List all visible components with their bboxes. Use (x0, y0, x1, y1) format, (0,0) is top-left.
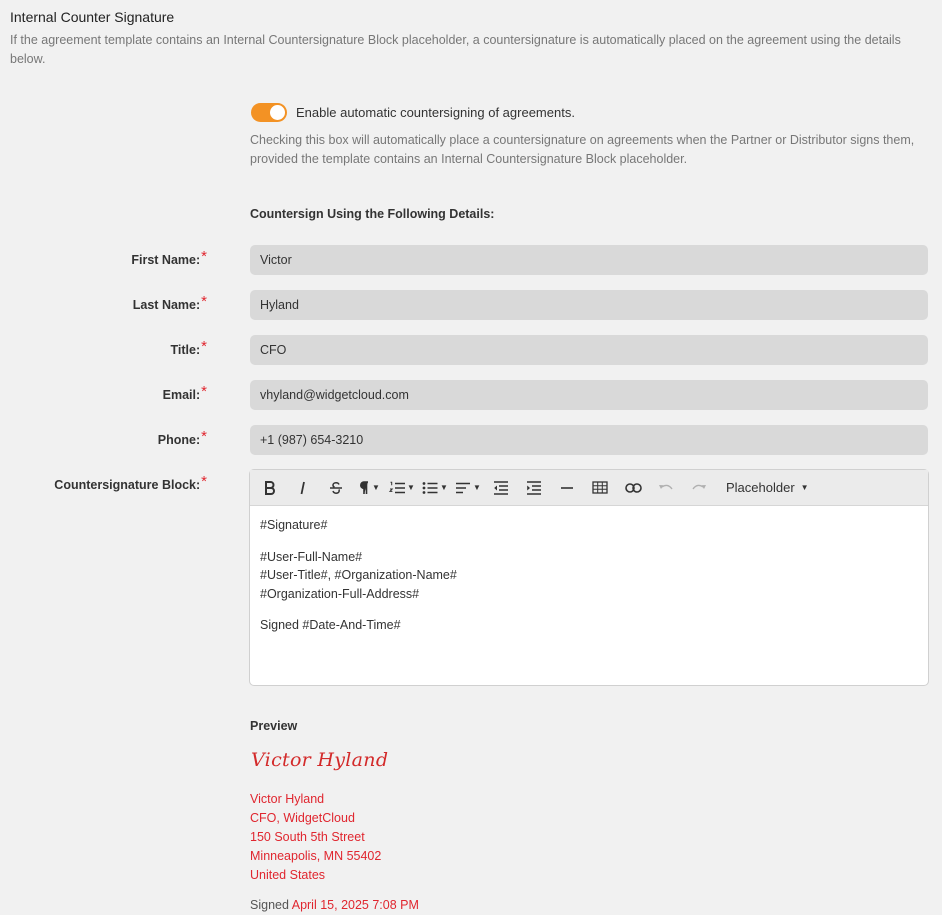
required-mark: * (201, 248, 207, 265)
phone-label-text: Phone: (157, 433, 201, 447)
bold-button[interactable] (256, 475, 284, 501)
email-input[interactable] (250, 380, 928, 410)
first-name-input[interactable] (250, 245, 928, 275)
countersignature-block-label-text: Countersignature Block: (54, 478, 201, 492)
editor-line-signed: Signed #Date-And-Time# (260, 618, 401, 632)
countersignature-editor (249, 469, 929, 686)
align-left-icon (455, 482, 471, 494)
auto-countersign-toggle[interactable] (251, 103, 287, 122)
insert-link-button[interactable] (619, 475, 647, 501)
signature-preview: Victor Hyland (251, 749, 389, 771)
horizontal-rule-button[interactable] (553, 475, 581, 501)
strikethrough-button[interactable] (322, 475, 350, 501)
redo-button[interactable] (685, 475, 713, 501)
first-name-label (0, 248, 207, 268)
unordered-list-button[interactable] (421, 475, 449, 501)
align-button[interactable] (454, 475, 482, 501)
italic-icon (298, 481, 308, 495)
phone-label (0, 428, 207, 448)
last-name-label (0, 293, 207, 313)
caret-down-icon: ▼ (407, 483, 415, 492)
insert-table-button[interactable] (586, 475, 614, 501)
editor-address-block (260, 548, 918, 604)
table-icon (592, 481, 608, 494)
preview-country: United States (250, 868, 326, 882)
paragraph-icon (358, 481, 370, 495)
toggle-knob (270, 105, 285, 120)
section-description: If the agreement template contains an Internal Countersignature Block placeholder, a countersignature is automatically placed on the agreement using the details below. (10, 33, 901, 66)
countersign-details-heading: Countersign Using the Following Details: (250, 207, 495, 221)
auto-countersign-help: Checking this box will automatically place a countersignature on agreements when the Partner or Distributor signs them, provided the template contains an Internal Countersignature Block placeholder. (250, 133, 915, 166)
unordered-list-icon (422, 481, 438, 495)
countersignature-block-label (0, 473, 207, 493)
outdent-button[interactable] (487, 475, 515, 501)
required-mark: * (201, 473, 207, 490)
horizontal-line-icon (560, 486, 574, 490)
ordered-list-icon (389, 481, 405, 495)
outdent-icon (493, 481, 509, 495)
placeholder-dropdown-label: Placeholder (726, 480, 795, 495)
preview-signed (250, 896, 419, 915)
undo-icon (658, 483, 674, 493)
strikethrough-icon (329, 481, 343, 495)
preview-name: Victor Hyland (250, 792, 325, 806)
redo-icon (691, 483, 707, 493)
title-input[interactable] (250, 335, 928, 365)
phone-input[interactable] (250, 425, 928, 455)
caret-down-icon: ▼ (800, 483, 809, 492)
placeholder-dropdown[interactable] (726, 480, 809, 495)
ordered-list-button[interactable] (388, 475, 416, 501)
preview-city: Minneapolis, MN 55402 (250, 849, 382, 863)
indent-button[interactable] (520, 475, 548, 501)
section-title: Internal Counter Signature (10, 9, 175, 25)
editor-line-full-name: #User-Full-Name# (260, 549, 363, 564)
required-mark: * (201, 293, 207, 310)
link-icon (625, 483, 642, 493)
paragraph-format-button[interactable] (355, 475, 383, 501)
last-name-input[interactable] (250, 290, 928, 320)
required-mark: * (201, 428, 207, 445)
caret-down-icon: ▼ (440, 483, 448, 492)
caret-down-icon: ▼ (473, 483, 481, 492)
editor-content[interactable] (250, 506, 928, 658)
editor-line-signature: #Signature# (260, 518, 328, 532)
editor-line-address: #Organization-Full-Address# (260, 586, 420, 601)
preview-signed-date: April 15, 2025 7:08 PM (291, 898, 419, 912)
preview-title-org: CFO, WidgetCloud (250, 811, 355, 825)
title-label-text: Title: (170, 343, 201, 357)
auto-countersign-label: Enable automatic countersigning of agreements. (296, 105, 575, 120)
preview-heading: Preview (250, 719, 298, 733)
required-mark: * (201, 338, 207, 355)
preview-street: 150 South 5th Street (250, 830, 365, 844)
auto-countersign-row (251, 103, 575, 122)
editor-toolbar (250, 470, 928, 506)
undo-button[interactable] (652, 475, 680, 501)
required-mark: * (201, 383, 207, 400)
bold-icon (264, 481, 276, 495)
preview-signed-prefix: Signed (250, 898, 289, 912)
email-label-text: Email: (162, 388, 201, 402)
italic-button[interactable] (289, 475, 317, 501)
last-name-label-text: Last Name: (132, 298, 201, 312)
indent-icon (526, 481, 542, 495)
first-name-label-text: First Name: (131, 253, 201, 267)
caret-down-icon: ▼ (372, 483, 380, 492)
title-label (0, 338, 207, 358)
editor-line-title-org: #User-Title#, #Organization-Name# (260, 568, 457, 582)
email-label (0, 383, 207, 403)
preview-details (250, 790, 381, 885)
